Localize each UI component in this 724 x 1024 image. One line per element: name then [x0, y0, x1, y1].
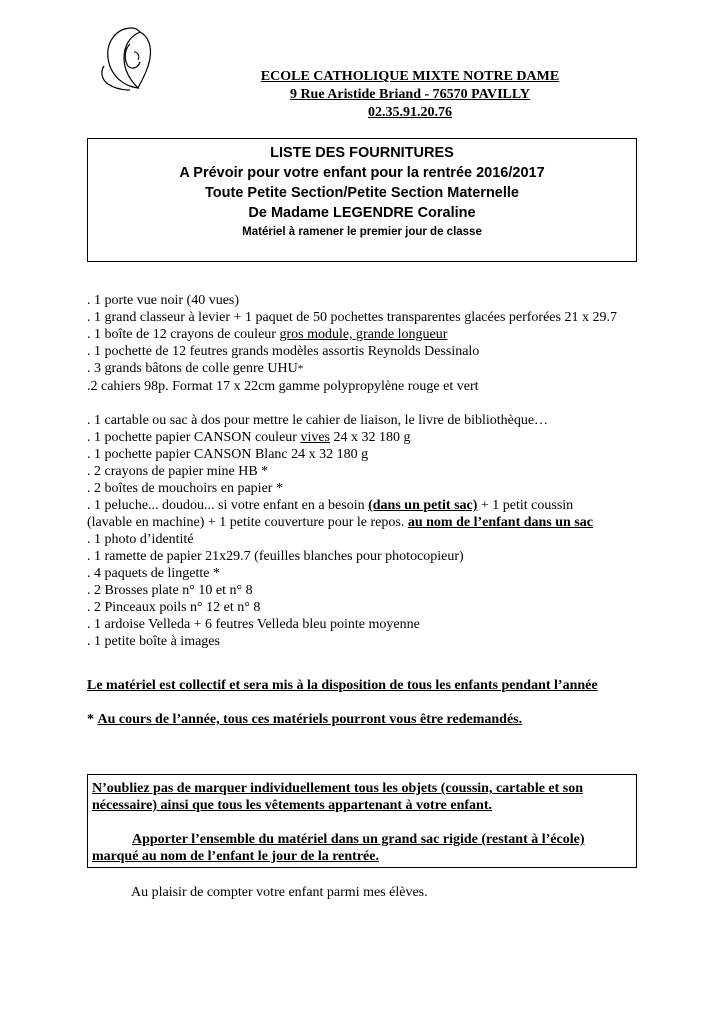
list-item: . 1 porte vue noir (40 vues) [87, 293, 240, 308]
item-text: . 3 grands bâtons de colle genre UHU [87, 361, 298, 376]
list-item [87, 497, 667, 514]
item-star: * [297, 363, 304, 375]
school-logo [94, 22, 164, 94]
list-item: .2 cahiers 98p. Format 17 x 22cm gamme polypropylène rouge et vert [87, 379, 479, 394]
reminder-box [87, 774, 637, 868]
list-item: . 2 Pinceaux poils n° 12 et n° 8 [87, 600, 261, 615]
school-address: 9 Rue Aristide Briand - 76570 PAVILLY [289, 87, 531, 102]
item-text: . 1 pochette papier CANSON couleur [87, 430, 301, 445]
title-box [87, 138, 637, 262]
item-text: (lavable en machine) + 1 petite couverture pour le repos. [87, 515, 408, 530]
supplies-list [87, 292, 667, 650]
list-item: . 1 pochette de 12 feutres grands modèles assortis Reynolds Dessinalo [87, 344, 480, 359]
list-item: . 1 pochette papier CANSON Blanc 24 x 32 180 g [87, 447, 369, 462]
item-text: . 1 boîte de 12 crayons de couleur [87, 327, 280, 342]
list-item [87, 326, 667, 343]
reminder-line: N’oubliez pas de marquer individuellement tous les objets (coussin, cartable et son [92, 781, 584, 796]
request-note [87, 711, 667, 728]
list-item: . 2 crayons de papier mine HB * [87, 464, 269, 479]
reminder-line: marqué au nom de l’enfant le jour de la rentrée. [92, 849, 379, 864]
teacher-line: De Madame LEGENDRE Coraline [248, 205, 476, 221]
school-name: ECOLE CATHOLIQUE MIXTE NOTRE DAME [260, 69, 560, 84]
reminder-line: nécessaire) ainsi que tous les vêtements appartenant à votre enfant. [92, 798, 493, 813]
star-marker: * [87, 712, 98, 727]
list-item: . 1 cartable ou sac à dos pour mettre le cahier de liaison, le livre de bibliothèque… [87, 413, 549, 428]
collective-note-text: Le matériel est collectif et sera mis à la disposition de tous les enfants pendant l’année [87, 678, 598, 693]
item-text: 24 x 32 180 g [330, 430, 411, 445]
list-item: . 1 grand classeur à levier + 1 paquet de 50 pochettes transparentes glacées perforées 21 x 29.7 [87, 310, 617, 325]
school-header [240, 68, 580, 122]
list-item [87, 360, 667, 378]
item-text: . 1 peluche... doudou... si votre enfant en a besoin [87, 498, 369, 513]
list-item [87, 429, 667, 446]
school-phone: 02.35.91.20.76 [368, 105, 452, 120]
collective-note [87, 677, 667, 694]
item-bold-underlined: (dans un petit sac) [368, 498, 478, 513]
request-note-text: Au cours de l’année, tous ces matériels pourront vous être redemandés. [97, 712, 523, 727]
closing-text: Au plaisir de compter votre enfant parmi mes élèves. [131, 885, 428, 900]
list-item: . 2 boîtes de mouchoirs en papier * [87, 481, 283, 496]
reminder-line: Apporter l’ensemble du matériel dans un grand sac rigide (restant à l’école) [132, 832, 585, 847]
list-item: . 1 ramette de papier 21x29.7 (feuilles blanches pour photocopieur) [87, 549, 464, 564]
school-year-line: A Prévoir pour votre enfant pour la rentrée 2016/2017 [179, 165, 545, 181]
list-title: LISTE DES FOURNITURES [270, 145, 454, 161]
list-item: . 4 paquets de lingette * [87, 566, 220, 581]
item-bold-underlined: au nom de l’enfant dans un sac [407, 515, 593, 530]
item-underlined: gros module, grande longueur [279, 327, 448, 342]
list-item: . 2 Brosses plate n° 10 et n° 8 [87, 583, 253, 598]
item-underlined: vives [300, 430, 331, 445]
list-item: . 1 ardoise Velleda + 6 feutres Velleda bleu pointe moyenne [87, 617, 420, 632]
list-item: . 1 photo d’identité [87, 532, 194, 547]
first-day-note: Matériel à ramener le premier jour de classe [242, 226, 482, 238]
list-item: . 1 petite boîte à images [87, 634, 220, 649]
item-text: + 1 petit coussin [477, 498, 574, 513]
list-item [87, 514, 667, 531]
class-line: Toute Petite Section/Petite Section Maternelle [205, 185, 519, 201]
